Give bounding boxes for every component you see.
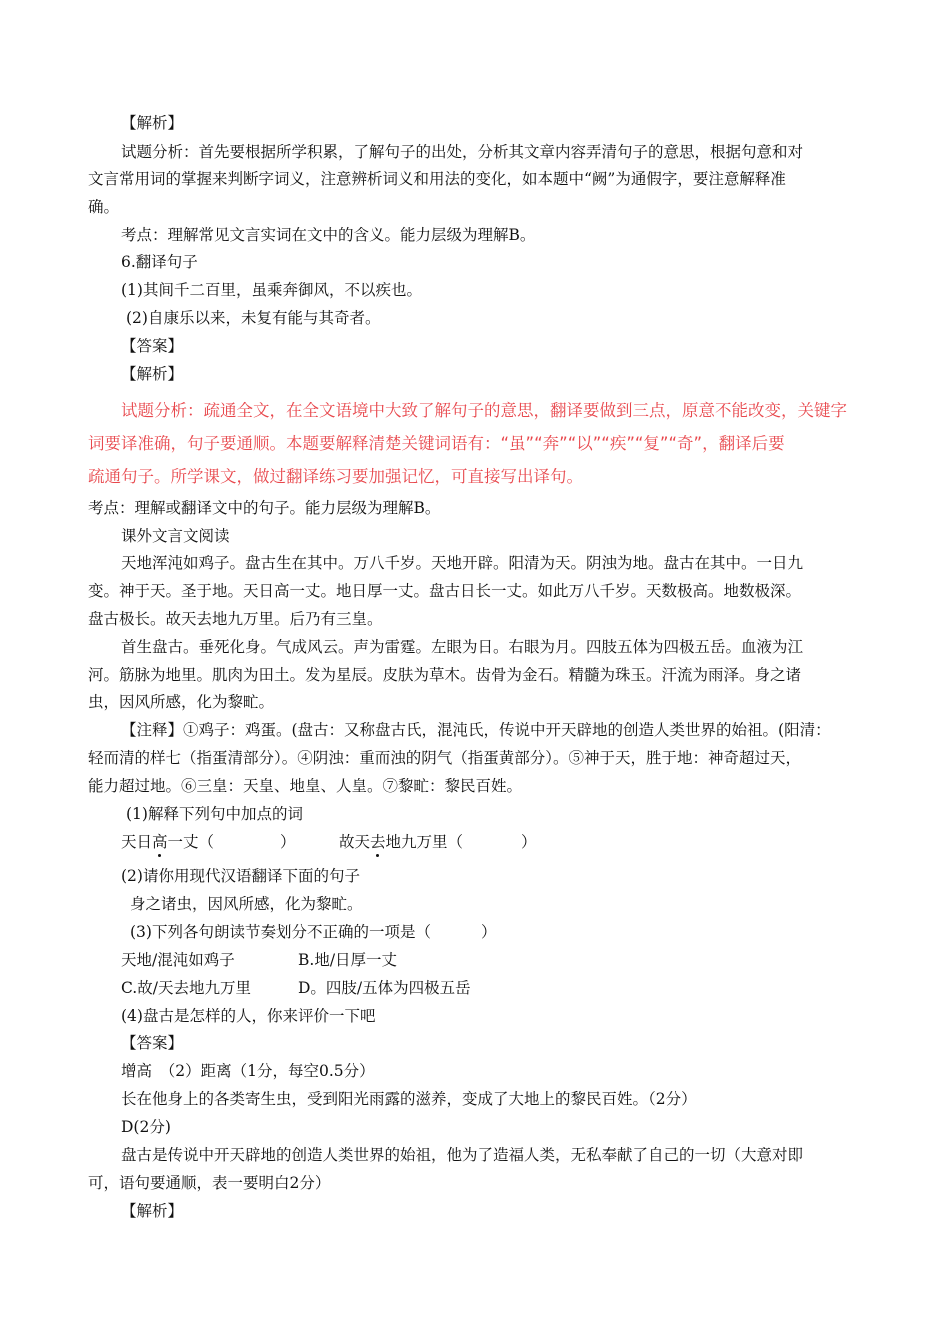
option-b: B.地/日厚一丈 [298,951,398,969]
q1b-dotted-word: 去 [370,833,386,851]
passage-p2-line-3: 虫，因风所感，化为黎甿。 [88,693,275,711]
notes-line-3: 能力超过地。⑥三皇：天皇、地皇、人皇。⑦黎甿：黎民百姓。 [88,777,523,795]
answer-heading: 【答案】 [121,337,184,355]
passage-p1-line-3: 盘古极长。故天去地九万里。后乃有三皇。 [88,610,383,628]
sub-question-1: (1)解释下列句中加点的词 [126,805,303,823]
q3-text: (3)下列各句朗读节奏划分不正确的一项是（ [130,923,431,941]
question-6-sentence-2: (2)自康乐以来，未复有能与其奇者。 [126,309,381,327]
analysis-text-line-1: 试题分析：首先要根据所学积累，了解句子的出处，分析其文章内容弄清句子的意思，根据句意和对 [121,143,804,161]
red-analysis-line-1: 试题分析：疏通全文，在全文语境中大致了解句子的意思，翻译要做到三点，原意不能改变，关键字 [121,401,847,420]
q1a-suffix: 一丈（ [167,833,215,851]
question-6-title: 6.翻译句子 [121,253,198,271]
passage-p1-line-2: 变。神于天。圣于地。天日高一丈。地日厚一丈。盘古日长一丈。如此万八千岁。天数极高。地数极深。 [88,582,802,600]
analysis-text-line-3: 确。 [88,198,120,216]
kaodian-text: 考点：理解或翻译文中的句子。能力层级为理解B。 [88,499,441,517]
notes-line-1: 【注释】①鸡子：鸡蛋。(盘古：又称盘古氏，混沌氏，传说中开天辟地的创造人类世界的始祖。(阳清： [121,721,831,739]
sub-question-1b [339,832,537,852]
option-a: 天地/混沌如鸡子 [121,951,235,969]
passage-p2-line-1: 首生盘古。垂死化身。气成风云。声为雷霆。左眼为日。右眼为月。四肢五体为四极五岳。血液为江 [121,638,804,656]
analysis-heading: 【解析】 [121,114,184,132]
answer-2: 长在他身上的各类寄生虫，受到阳光雨露的滋养，变成了大地上的黎民百姓。（2分） [121,1090,697,1108]
answer-1: 增高 （2）距离（1分，每空0.5分） [121,1062,375,1080]
answer-heading: 【答案】 [121,1034,184,1052]
analysis-heading: 【解析】 [121,1202,184,1220]
q1b-suffix: 地九万里（ [385,833,464,851]
sub-question-1a [121,832,296,852]
passage-p2-line-2: 河。筋脉为地里。肌肉为田土。发为星辰。皮肤为草木。齿骨为金石。精髓为珠玉。汗流为雨泽。身之诸 [88,666,802,684]
reading-heading: 课外文言文阅读 [121,527,230,545]
sub-question-2: (2)请你用现代汉语翻译下面的句子 [121,867,360,885]
q3-close: ） [480,923,497,941]
sub-question-4: (4)盘古是怎样的人，你来评价一下吧 [121,1007,376,1025]
option-d: D。四肢/五体为四极五岳 [298,979,471,997]
sub-question-2-sentence: 身之诸虫，因风所感，化为黎甿。 [130,895,363,913]
notes-line-2: 轻而清的样七（指蛋清部分）。④阴浊：重而浊的阴气（指蛋黄部分）。⑤神于天，胜于地：神奇超过天， [88,749,802,767]
red-analysis-line-3: 疏通句子。所学课文，做过翻译练习要加强记忆，可直接写出译句。 [88,467,583,486]
q1b-prefix: 故天 [339,833,371,851]
answer-4-line-2: 可，语句要通顺，表一要明白2分） [88,1174,331,1192]
option-c: C.故/天去地九万里 [121,979,251,997]
q1a-dotted-word: 高 [152,833,168,851]
analysis-text-line-2: 文言常用词的掌握来判断字词义，注意辨析词义和用法的变化，如本题中“阙”为通假字，要注意解释准 [88,170,786,188]
q1a-prefix: 天日 [121,833,153,851]
answer-4-line-1: 盘古是传说中开天辟地的创造人类世界的始祖，他为了造福人类，无私奉献了自己的一切（大意对即 [121,1146,804,1164]
q1a-close: ） [280,833,296,851]
passage-p1-line-1: 天地浑沌如鸡子。盘古生在其中。万八千岁。天地开辟。阳清为天。阴浊为地。盘古在其中。一日九 [121,554,804,572]
answer-3: D(2分) [121,1118,171,1136]
sub-question-3 [130,922,496,942]
q1b-close: ） [521,833,537,851]
red-analysis-line-2: 词要译准确，句子要通顺。本题要解释清楚关键词语有：“虽”“奔”“以”“疾”“复”“奇”，翻译后要 [88,434,785,453]
question-6-sentence-1: (1)其间千二百里，虽乘奔御风，不以疾也。 [121,281,422,299]
analysis-heading: 【解析】 [121,365,184,383]
kaodian-text: 考点：理解常见文言实词在文中的含义。能力层级为理解B。 [121,226,536,244]
